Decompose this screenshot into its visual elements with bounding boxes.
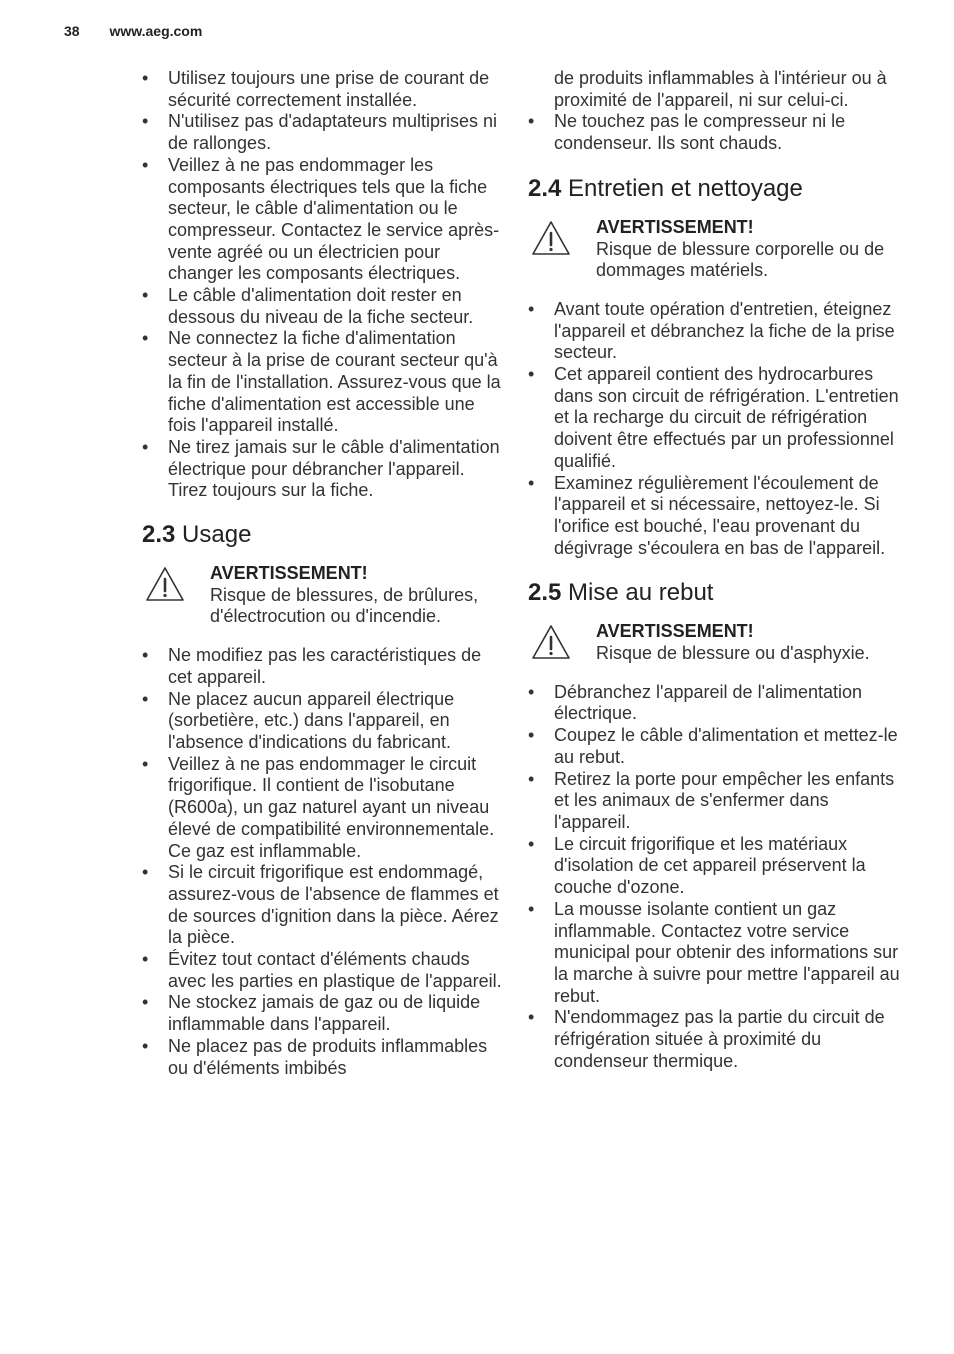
bullet-list	[142, 645, 502, 1079]
section-number: 2.3	[142, 521, 176, 549]
list-item: • Débranchez l'appareil de l'alimentation électrique.	[528, 682, 900, 725]
list-item: • Avant toute opération d'entretien, éteignez l'appareil et débranchez la fiche de la prise secteur.	[528, 299, 900, 364]
list-item: • Ne placez pas de produits inflammables ou d'éléments imbibés	[142, 1036, 502, 1079]
section-number: 2.4	[528, 174, 562, 202]
warning-text: Risque de blessures, de brûlures, d'électrocution ou d'incendie.	[210, 584, 479, 627]
list-item: • N'endommagez pas la partie du circuit de réfrigération située à proximité du condenseur thermique.	[528, 1007, 900, 1072]
warning-title: AVERTISSEMENT!	[210, 563, 368, 584]
website-url[interactable]: www.aeg.com	[109, 23, 203, 39]
list-item: • Si le circuit frigorifique est endommagé, assurez-vous de l'absence de flammes et de sources d'ignition dans la pièce. Aérez la pièce.	[142, 862, 502, 949]
warning-triangle-icon	[531, 220, 571, 256]
list-item: • Ne touchez pas le compresseur ni le condenseur. Ils sont chauds.	[528, 111, 900, 154]
list-item: • Ne connectez la fiche d'alimentation secteur à la prise de courant secteur qu'à la fin de l'installation. Assurez-vous que la fiche d'alimentation est accessible une fois l'appareil installé.	[142, 328, 502, 437]
list-item: • Le câble d'alimentation doit rester en dessous du niveau de la fiche secteur.	[142, 285, 502, 328]
warning-box	[528, 217, 900, 282]
bullet-list	[528, 682, 900, 1073]
warning-text: Risque de blessure corporelle ou de dommages matériels.	[596, 238, 885, 281]
left-column	[142, 68, 502, 1079]
page-number: 38	[64, 23, 80, 39]
page-header	[64, 23, 202, 39]
list-item: • La mousse isolante contient un gaz inflammable. Contactez votre service municipal pour obtenir des informations sur la marche à suivre pour mettre l'appareil au rebut.	[528, 899, 900, 1008]
warning-triangle-icon	[145, 566, 185, 602]
list-item: • Évitez tout contact d'éléments chauds avec les parties en plastique de l'appareil.	[142, 949, 502, 992]
list-item: • Ne placez aucun appareil électrique (sorbetière, etc.) dans l'appareil, en l'absence d'indications du fabricant.	[142, 689, 502, 754]
warning-title: AVERTISSEMENT!	[596, 621, 754, 642]
bullet-list	[142, 68, 502, 502]
section-heading-2-3	[142, 521, 502, 549]
list-item: • Examinez régulièrement l'écoulement de l'appareil et si nécessaire, nettoyez-le. Si l'orifice est bouché, l'eau provenant du dégivrage s'écoulera en bas de l'appareil.	[528, 473, 900, 560]
section-title: Entretien et nettoyage	[568, 174, 803, 202]
right-column	[528, 68, 900, 1072]
list-item: • Retirez la porte pour empêcher les enfants et les animaux de s'enfermer dans l'appareil.	[528, 769, 900, 834]
list-item: • Cet appareil contient des hydrocarbures dans son circuit de réfrigération. L'entretien et la recharge du circuit de réfrigération doivent être effectués par un professionnel qualifié.	[528, 364, 900, 473]
list-item: • Ne stockez jamais de gaz ou de liquide inflammable dans l'appareil.	[142, 992, 502, 1035]
section-title: Mise au rebut	[568, 579, 714, 607]
warning-box	[142, 563, 502, 628]
list-item: • Ne modifiez pas les caractéristiques de cet appareil.	[142, 645, 502, 688]
bullet-list	[528, 299, 900, 559]
bullet-list	[528, 111, 900, 154]
list-item: • Le circuit frigorifique et les matériaux d'isolation de cet appareil préservent la couche d'ozone.	[528, 834, 900, 899]
warning-box	[528, 621, 900, 664]
section-title: Usage	[182, 521, 252, 549]
warning-title: AVERTISSEMENT!	[596, 216, 754, 237]
warning-triangle-icon	[531, 624, 571, 660]
warning-text: Risque de blessure ou d'asphyxie.	[596, 643, 870, 664]
list-item: • Veillez à ne pas endommager les composants électriques tels que la fiche secteur, le câble d'alimentation ou le compresseur. Contactez le service après-vente agréé ou un électricien pour changer les composants électriques.	[142, 155, 502, 285]
list-item: • N'utilisez pas d'adaptateurs multiprises ni de rallonges.	[142, 111, 502, 154]
section-heading-2-4	[528, 175, 900, 203]
list-item: • Ne tirez jamais sur le câble d'alimentation électrique pour débrancher l'appareil. Tirez toujours sur la fiche.	[142, 437, 502, 502]
list-item: • Utilisez toujours une prise de courant de sécurité correctement installée.	[142, 68, 502, 111]
continued-text: de produits inflammables à l'intérieur ou à proximité de l'appareil, ni sur celui-ci.	[554, 68, 887, 110]
list-item: • Veillez à ne pas endommager le circuit frigorifique. Il contient de l'isobutane (R600a), un gaz naturel ayant un niveau élevé de compatibilité environnementale. Ce gaz est inflammable.	[142, 754, 502, 863]
section-number: 2.5	[528, 579, 562, 607]
list-item: • Coupez le câble d'alimentation et mettez-le au rebut.	[528, 725, 900, 768]
section-heading-2-5	[528, 579, 900, 607]
